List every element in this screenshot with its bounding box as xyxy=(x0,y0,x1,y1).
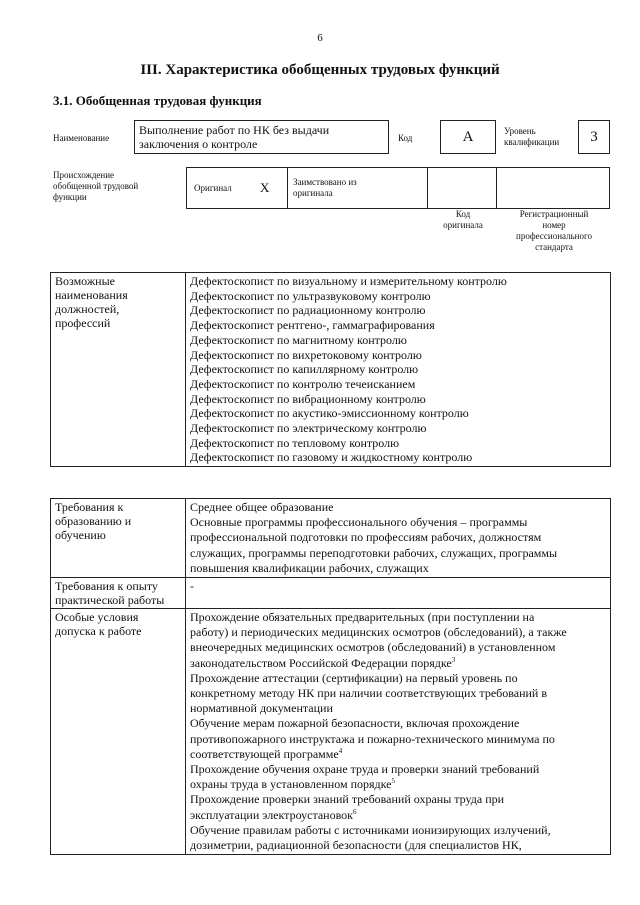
list-item: Дефектоскопист рентгено-, гаммаграфирования xyxy=(190,318,435,333)
list-item: Дефектоскопист по магнитному контролю xyxy=(190,332,407,347)
origin-label xyxy=(53,170,138,203)
footnote-ref: 4 xyxy=(338,746,343,755)
list-item: Дефектоскопист по газовому и жидкостному контролю xyxy=(190,450,473,465)
admission-value xyxy=(186,609,611,855)
education-label-line2: образованию и xyxy=(55,514,132,528)
origin-divider-1 xyxy=(287,168,288,208)
list-item: Дефектоскопист по вихретоковому контролю xyxy=(190,347,422,362)
level-label-line1: Уровень xyxy=(504,126,536,136)
education-label xyxy=(51,499,186,578)
education-label-line1: Требования к xyxy=(55,500,124,514)
admission-line: конкретному методу НК при наличии соответствующих требований в xyxy=(190,686,548,701)
origin-label-line1: Происхождение xyxy=(53,170,115,180)
footnote-ref: 6 xyxy=(353,807,357,816)
list-item: Дефектоскопист по ультразвуковому контролю xyxy=(190,288,431,303)
page-number: 6 xyxy=(317,32,323,44)
level-label-line2: квалификации xyxy=(504,137,560,147)
original-mark: X xyxy=(260,180,270,195)
admission-line: работу) и периодических медицинских осмотров (обследований), а также xyxy=(190,625,567,640)
education-line: Основные программы профессионального обучения – программы xyxy=(190,515,528,530)
admission-label xyxy=(51,609,186,855)
footnote-ref: 5 xyxy=(391,777,395,786)
list-item: Дефектоскопист по тепловому контролю xyxy=(190,435,400,450)
admission-line: нормативной документации xyxy=(190,701,333,716)
experience-label xyxy=(51,578,186,609)
list-item: Дефектоскопист по радиационному контролю xyxy=(190,303,426,318)
admission-line: Прохождение аттестации (сертификации) на первый уровень по xyxy=(190,670,518,685)
sub-title: 3.1. Обобщенная трудовая функция xyxy=(53,93,262,108)
requirements-table xyxy=(50,498,611,855)
original-label: Оригинал xyxy=(194,183,232,193)
admission-line: Обучение правилам работы с источниками ионизирующих излучений, xyxy=(190,822,551,837)
admission-line: внеочередных медицинских осмотров (обследований) в установленном xyxy=(190,640,556,655)
admission-line: противопожарного инструктажа и пожарно-технического минимума по xyxy=(190,731,555,746)
reg-caption-line4: стандарта xyxy=(535,242,573,252)
admission-label-line1: Особые условия xyxy=(55,610,139,625)
code-caption-line1: Код xyxy=(455,209,471,219)
code-label: Код xyxy=(398,133,413,143)
admission-line: дозиметрии, радиационной безопасности (для специалистов НК, xyxy=(190,838,522,853)
experience-label-line1: Требования к опыту xyxy=(55,579,158,594)
list-item: Дефектоскопист по вибрационному контролю xyxy=(190,391,426,406)
reg-caption-line3: профессионального xyxy=(516,231,592,241)
positions-label-line4: профессий xyxy=(55,316,111,330)
positions-label xyxy=(51,273,186,467)
name-value-box xyxy=(134,120,389,154)
education-line: служащих, программы переподготовки рабочих, служащих, программы xyxy=(190,545,558,560)
positions-table xyxy=(50,272,611,467)
code-original-caption xyxy=(430,209,496,231)
origin-label-line2: обобщенной трудовой xyxy=(53,181,139,191)
admission-line: Прохождение обязательных предварительных (при поступлении на xyxy=(190,610,535,625)
admission-line-text: охраны труда в установленном порядке xyxy=(190,777,392,792)
education-line: профессиональной подготовки по профессиям рабочих, должностям xyxy=(190,530,542,545)
positions-label-line2: наименования xyxy=(55,288,128,302)
positions-label-line3: должностей, xyxy=(55,302,120,316)
list-item: Дефектоскопист по визуальному и измерительному контролю xyxy=(190,274,507,288)
positions-list xyxy=(186,273,611,467)
reg-caption-line2: номер xyxy=(542,220,566,230)
admission-line xyxy=(190,777,606,792)
education-label-line3: обучению xyxy=(55,528,106,542)
education-line: повышения квалификации рабочих, служащих xyxy=(190,560,429,575)
admission-line xyxy=(190,747,606,762)
code-value: А xyxy=(440,120,496,154)
origin-box xyxy=(186,167,610,209)
level-label xyxy=(504,126,559,148)
admission-line xyxy=(190,656,606,671)
name-label: Наименование xyxy=(53,133,110,143)
admission-line-text: эксплуатации электроустановок xyxy=(190,807,353,822)
list-item: Дефектоскопист по электрическому контролю xyxy=(190,421,427,436)
list-item: Дефектоскопист по капиллярному контролю xyxy=(190,362,419,377)
admission-line-text: соответствующей программе xyxy=(190,746,339,761)
section-title: III. Характеристика обобщенных трудовых функций xyxy=(140,62,500,78)
list-item: Дефектоскопист по акустико-эмиссионному контролю xyxy=(190,406,469,421)
footnote-ref: 3 xyxy=(451,655,456,664)
education-value xyxy=(186,499,611,578)
origin-divider-2 xyxy=(427,168,428,208)
admission-line: Обучение мерам пожарной безопасности, включая прохождение xyxy=(190,716,520,731)
admission-line-text: законодательством Российской Федерации порядке xyxy=(190,655,452,670)
level-value: 3 xyxy=(578,120,610,154)
list-item: Дефектоскопист по контролю течеисканием xyxy=(190,376,416,391)
reg-number-caption xyxy=(498,209,610,253)
code-caption-line2: оригинала xyxy=(443,220,483,230)
borrowed-line1: Заимствовано из xyxy=(293,177,357,187)
name-value-line2: заключения о контроле xyxy=(139,137,258,151)
experience-value: - xyxy=(186,578,611,609)
education-line: Среднее общее образование xyxy=(190,500,334,514)
positions-label-line1: Возможные xyxy=(55,274,115,288)
admission-label-line2: допуска к работе xyxy=(55,624,142,639)
admission-line: Прохождение обучения охране труда и проверки знаний требований xyxy=(190,762,540,777)
borrowed-line2: оригинала xyxy=(293,188,333,198)
borrowed-label xyxy=(293,177,357,199)
experience-label-line2: практической работы xyxy=(55,593,165,608)
reg-caption-line1: Регистрационный xyxy=(519,209,589,219)
admission-line xyxy=(190,808,606,823)
name-value-line1: Выполнение работ по НК без выдачи xyxy=(139,123,330,137)
admission-line: Прохождение проверки знаний требований охраны труда при xyxy=(190,792,505,807)
origin-label-line3: функции xyxy=(53,192,87,202)
origin-divider-3 xyxy=(496,168,497,208)
